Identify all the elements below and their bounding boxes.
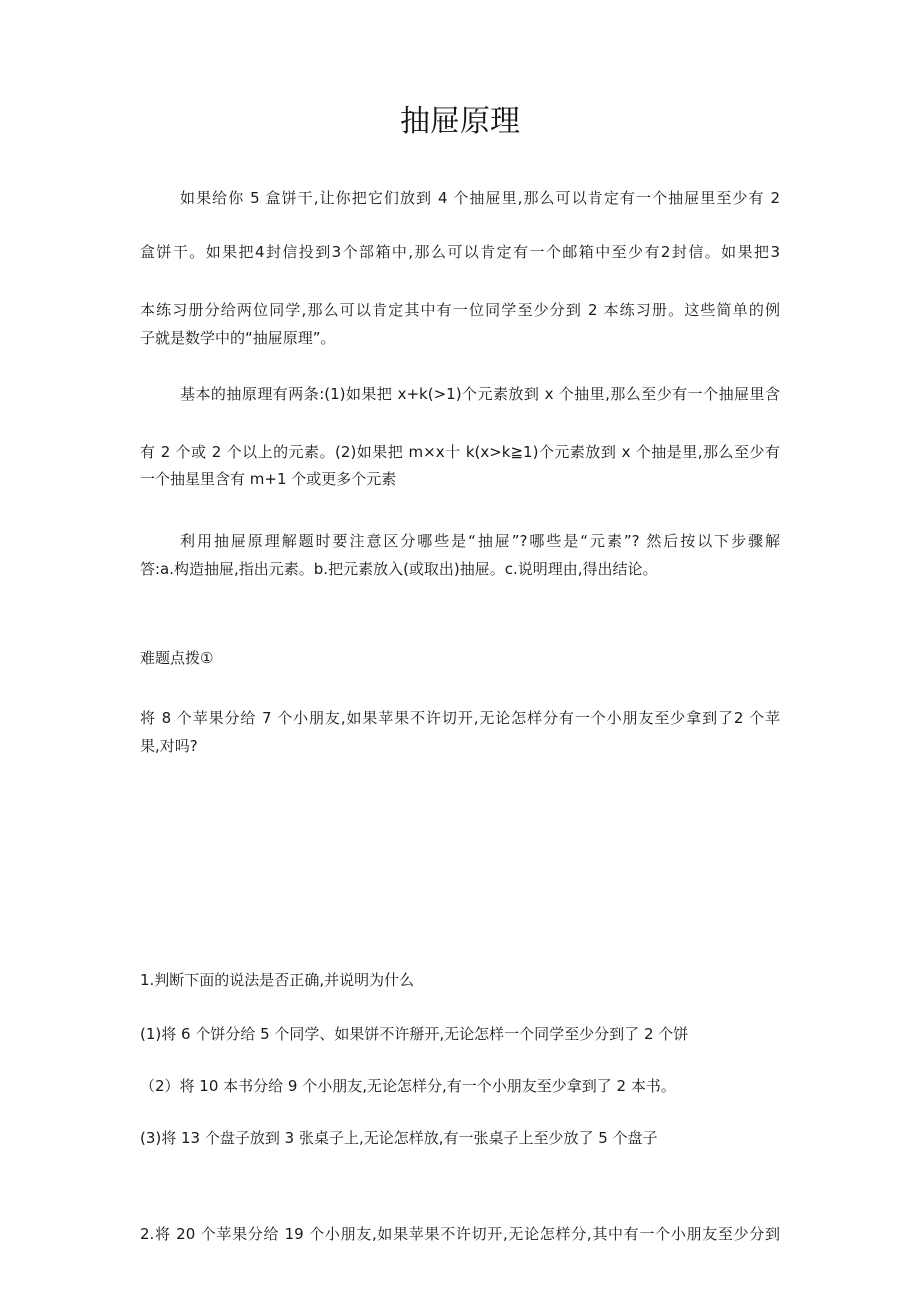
exercise2-line-1: 2.将 20 个苹果分给 19 个小朋友,如果苹果不许切开,无论怎样分,其中有一个小朋友至少分到 — [140, 1225, 780, 1243]
principles-line-3: 一个抽星里含有 m+1 个或更多个元素 — [140, 470, 397, 488]
exercise1-item-1: (1)将 6 个饼分给 5 个同学、如果饼不许掰开,无论怎样一个同学至少分到了 2 个饼 — [140, 1025, 689, 1043]
intro-line-4: 子就是数学中的“抽屉原理”。 — [140, 329, 336, 347]
exercise1-item-3: (3)将 13 个盘子放到 3 张桌子上,无论怎样放,有一张桌子上至少放了 5 个盘子 — [140, 1129, 658, 1147]
method-line-1: 利用抽屉原理解题时要注意区分哪些是“抽屉”?哪些是“元素”? 然后按以下步骤解 — [180, 532, 780, 550]
intro-line-2: 盒饼干。如果把4封信投到3个部箱中,那么可以肯定有一个邮箱中至少有2封信。如果把3 — [140, 243, 780, 261]
intro-line-3: 本练习册分给两位同学,那么可以肯定其中有一位同学至少分到 2 本练习册。这些简单的例 — [140, 301, 780, 319]
exercise1-heading: 1.判断下面的说法是否正确,并说明为什么 — [140, 971, 415, 989]
example-line-1: 将 8 个苹果分给 7 个小朋友,如果苹果不许切开,无论怎样分有一个小朋友至少拿到了2 个苹 — [140, 709, 780, 727]
exercise1-item-2: （2）将 10 本书分给 9 个小朋友,无论怎样分,有一个小朋友至少拿到了 2 本书。 — [140, 1077, 676, 1095]
principles-line-2: 有 2 个或 2 个以上的元素。(2)如果把 m×x十 k(x>k≧1)个元素放到 x 个抽是里,那么至少有 — [140, 443, 780, 461]
principles-line-1: 基本的抽原理有两条:(1)如果把 x+k(>1)个元素放到 x 个抽里,那么至少有一个抽屉里含 — [180, 385, 780, 403]
intro-line-1: 如果给你 5 盒饼干,让你把它们放到 4 个抽屉里,那么可以肯定有一个抽屉里至少有 2 — [180, 189, 780, 207]
hint-heading: 难题点拨① — [140, 649, 214, 667]
page-title: 抽屉原理 — [400, 104, 520, 139]
example-line-2: 果,对吗? — [140, 737, 198, 755]
method-line-2: 答:a.构造抽屉,指出元素。b.把元素放入(或取出)抽屉。c.说明理由,得出结论。 — [140, 560, 658, 578]
